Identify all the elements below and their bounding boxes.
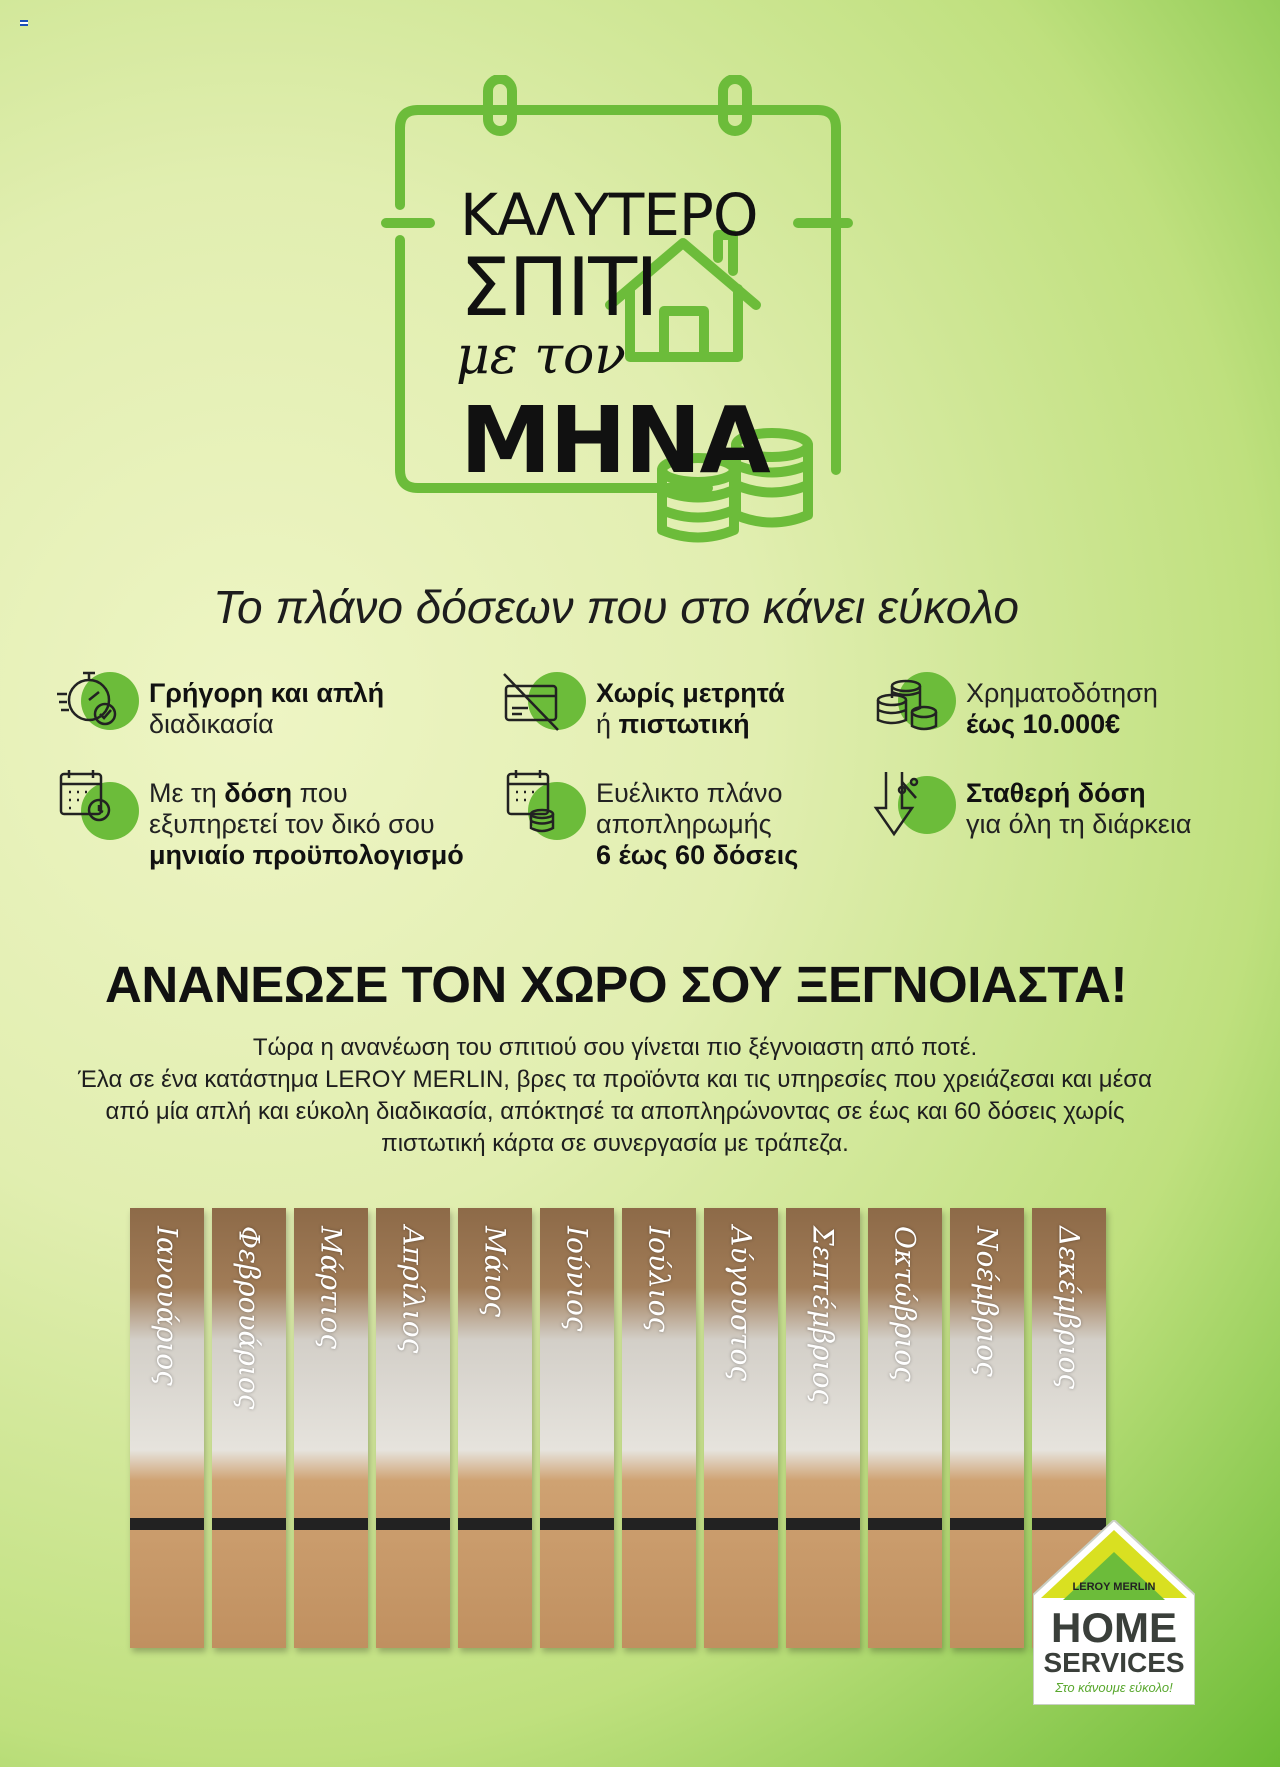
- feature-6-bold: Σταθερή δόση: [966, 778, 1146, 808]
- month-label: Ιούνιος: [560, 1226, 594, 1332]
- feature-fast-process: [55, 668, 384, 740]
- feature-3-text: Χρηματοδότηση: [966, 678, 1158, 708]
- intro-line: πιστωτική κάρτα σε συνεργασία με τράπεζα.: [381, 1130, 849, 1157]
- month-label: Φεβρουάριος: [232, 1226, 266, 1410]
- tagline: Το πλάνο δόσεων που στο κάνει εύκολο: [213, 581, 1019, 633]
- feature-4-bold-2: μηνιαίο προϋπολογισμό: [149, 840, 464, 870]
- month-label: Σεπτέμβριος: [806, 1226, 840, 1405]
- feature-6-text: για όλη τη διάρκεια: [966, 809, 1192, 839]
- intro-paragraph: [60, 1032, 1170, 1160]
- month-label: Απρίλιος: [396, 1226, 430, 1354]
- feature-2-bold-2: πιστωτική: [618, 709, 750, 739]
- percent-arrow-down-icon: [872, 768, 960, 838]
- feature-4-text: εξυπηρετεί τον δικό σου: [149, 809, 435, 839]
- feature-4-post: που: [299, 778, 348, 808]
- month-label: Οκτώβριος: [888, 1226, 922, 1382]
- badge-slogan: Στο κάνουμε εύκολο!: [1055, 1680, 1173, 1695]
- feature-no-cash: [502, 668, 785, 740]
- month-strip: [540, 1208, 614, 1648]
- month-strip: [130, 1208, 204, 1648]
- month-label: Αύγουστος: [724, 1226, 758, 1381]
- title-line-1: ΚΑΛΥΤΕΡΟ: [460, 181, 758, 249]
- feature-5-text-1: Ευέλικτο πλάνο: [596, 778, 783, 808]
- feature-flexible-plan: [502, 768, 798, 871]
- language-flag-icon: [20, 20, 28, 26]
- section-headline: ΑΝΑΝΕΩΣΕ ΤΟΝ ΧΩΡΟ ΣΟΥ ΞΕΓΝΟΙΑΣΤΑ!: [104, 956, 1127, 1013]
- calendar-clock-icon: [55, 768, 143, 838]
- feature-1-bold: Γρήγορη και απλή: [149, 678, 385, 708]
- badge-line-1: HOME: [1051, 1604, 1177, 1651]
- intro-line: Τώρα η ανανέωση του σπιτιού σου γίνεται πιο ξέγνοιαστη από ποτέ.: [252, 1034, 978, 1061]
- month-label: Ιανουάριος: [150, 1226, 184, 1386]
- no-card-icon: [502, 668, 590, 738]
- feature-2-bold-1: Χωρίς μετρητά: [596, 678, 785, 708]
- month-label: Μάιος: [478, 1226, 512, 1318]
- month-strip: [212, 1208, 286, 1648]
- calendar-coins-icon: [502, 768, 590, 838]
- feature-5-text-2: αποπληρωμής: [596, 809, 772, 839]
- feature-financing: [872, 668, 1158, 740]
- month-strip: [868, 1208, 942, 1648]
- feature-4-pre: Με τη: [149, 778, 217, 808]
- badge-brand: LEROY MERLIN: [1072, 1581, 1156, 1593]
- month-label: Ιούλιος: [642, 1226, 676, 1333]
- month-strip: [704, 1208, 778, 1648]
- home-services-badge: [1033, 1520, 1195, 1705]
- month-strip: [294, 1208, 368, 1648]
- feature-4-bold-1: δόση: [224, 778, 293, 808]
- month-strip: [786, 1208, 860, 1648]
- month-strip: [458, 1208, 532, 1648]
- feature-1-text: διαδικασία: [149, 709, 274, 739]
- month-strip: [950, 1208, 1024, 1648]
- feature-monthly-budget: [55, 768, 464, 871]
- coins-stack-icon: [872, 668, 960, 738]
- month-strip: [376, 1208, 450, 1648]
- month-label: Μάρτιος: [314, 1226, 348, 1350]
- stopwatch-check-icon: [55, 668, 143, 738]
- intro-line: Έλα σε ένα κατάστημα LEROY MERLIN, βρες τα προϊόντα και τις υπηρεσίες που χρειάζεσαι και μέσα: [77, 1066, 1152, 1093]
- feature-fixed-installment: [872, 768, 1191, 840]
- title-line-2: ΣΠΙΤΙ: [460, 241, 657, 334]
- kitchen-month-strips: [130, 1208, 1110, 1658]
- intro-line: από μία απλή και εύκολη διαδικασία, απόκτησέ τα αποπληρώνοντας σε έως και 60 δόσεις χωρίς: [105, 1098, 1125, 1125]
- title-line-4: ΜΗΝΑ: [460, 387, 769, 494]
- month-label: Δεκέμβριος: [1052, 1226, 1086, 1389]
- feature-5-bold: 6 έως 60 δόσεις: [596, 840, 799, 870]
- month-label: Νοέμβριος: [970, 1226, 1004, 1377]
- feature-3-bold: έως 10.000€: [966, 709, 1121, 739]
- title-line-3: με τον: [456, 326, 626, 386]
- month-strip: [622, 1208, 696, 1648]
- badge-line-2: SERVICES: [1043, 1647, 1185, 1678]
- feature-2-pre: ή: [596, 709, 612, 739]
